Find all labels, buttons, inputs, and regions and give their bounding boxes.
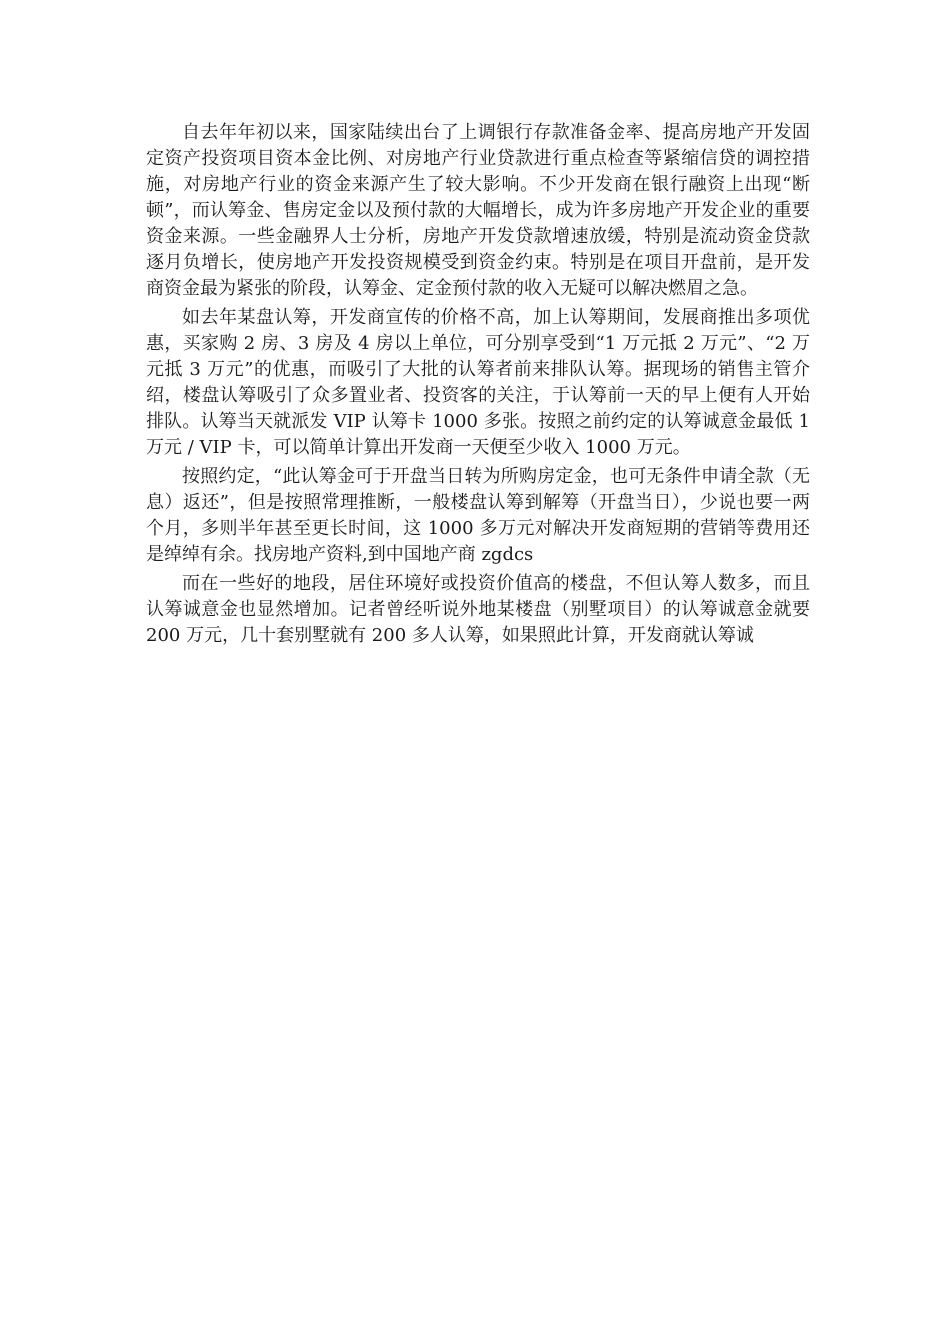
paragraph-2: 如去年某盘认筹，开发商宣传的价格不高，加上认筹期间，发展商推出多项优惠，买家购 2 房、3 房及 4 房以上单位，可分别享受到“1 万元抵 2 万元”、“2 万元抵 3 万元”的优惠，而吸引了大批的认筹者前来排队认筹。据现场的销售主管介绍，楼盘认筹吸引了众多置业者、投资客的关注，于认筹前一天的早上便有人开始排队。认筹当天就派发 VIP 认筹卡 1000 多张。按照之前约定的认筹诚意金最低 1 万元 / VIP 卡，可以简单计算出开发商一天便至少收入 1000 万元。 [146,307,810,458]
paragraph-3: 按照约定，“此认筹金可于开盘当日转为所购房定金，也可无条件申请全款（无息）返还”，但是按照常理推断，一般楼盘认筹到解筹（开盘当日），少说也要一两个月，多则半年甚至更长时间，这 1000 多万元对解决开发商短期的营销等费用还是绰绰有余。找房地产资料,到中国地产商 zgdcs [146,466,810,565]
document-body [146,120,810,652]
paragraph-1: 自去年年初以来，国家陆续出台了上调银行存款准备金率、提高房地产开发固定资产投资项目资本金比例、对房地产行业贷款进行重点检查等紧缩信贷的调控措施，对房地产行业的资金来源产生了较大影响。不少开发商在银行融资上出现“断顿”，而认筹金、售房定金以及预付款的大幅增长，成为许多房地产开发企业的重要资金来源。一些金融界人士分析，房地产开发贷款增速放缓，特别是流动资金贷款逐月负增长，使房地产开发投资规模受到资金约束。特别是在项目开盘前，是开发商资金最为紧张的阶段，认筹金、定金预付款的收入无疑可以解决燃眉之急。 [146,122,810,299]
paragraph-4: 而在一些好的地段，居住环境好或投资价值高的楼盘，不但认筹人数多，而且认筹诚意金也显然增加。记者曾经听说外地某楼盘（别墅项目）的认筹诚意金就要 200 万元，几十套别墅就有 200 多人认筹，如果照此计算，开发商就认筹诚 [146,573,810,646]
